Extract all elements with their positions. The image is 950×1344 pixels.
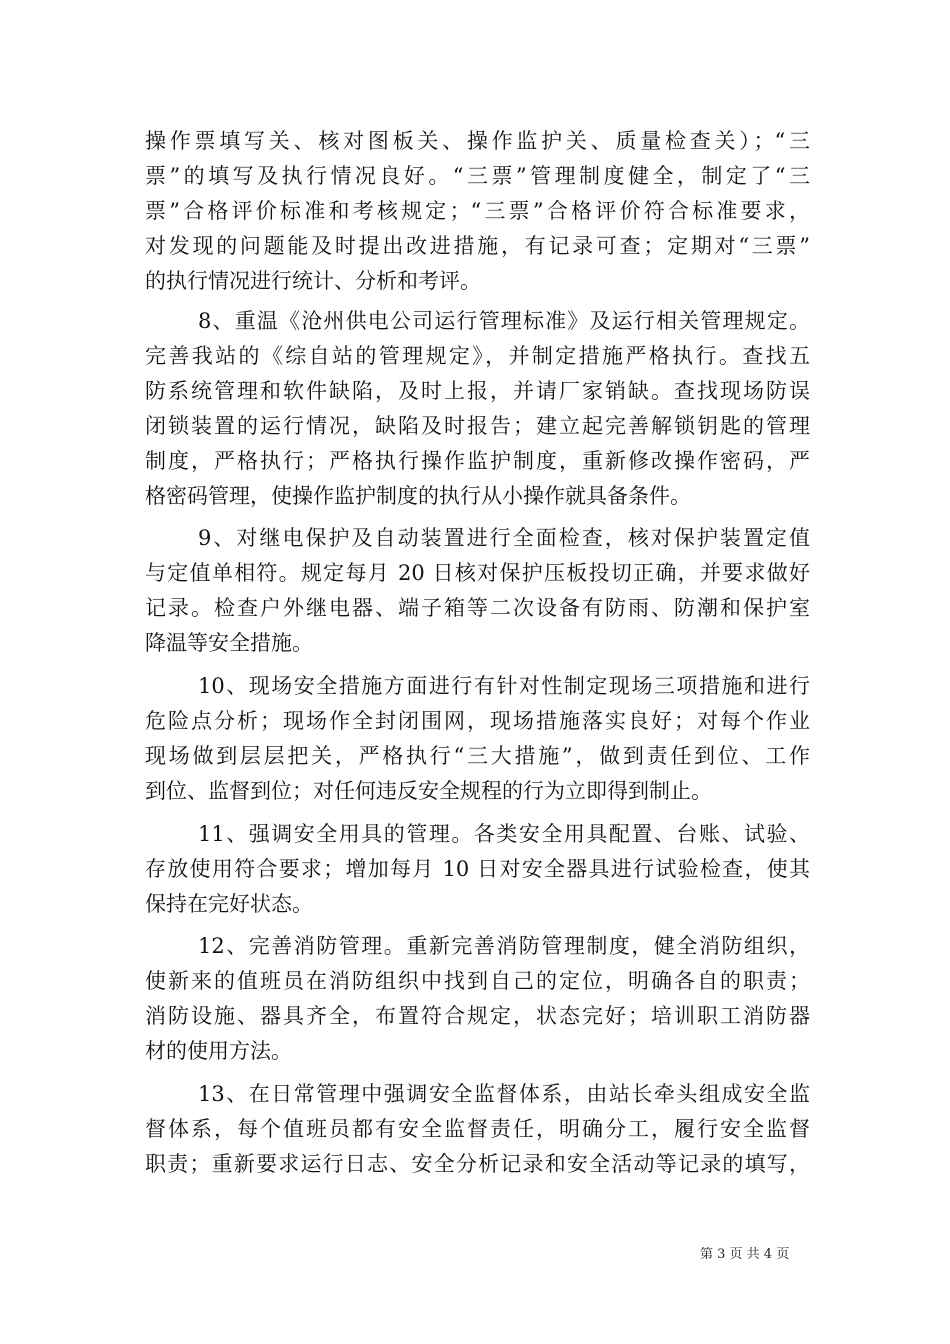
paragraph-11-first-line: 11、强调安全用具的管理。各类安全用具配置、台账、试验、 <box>198 822 810 846</box>
body-text-line: 的执行情况进行统计、分析和考评。 <box>145 269 481 293</box>
body-text-line: 现场做到层层把关，严格执行“三大措施”，做到责任到位、工作 <box>145 744 810 768</box>
body-text-line: 格密码管理，使操作监护制度的执行从小操作就具备条件。 <box>145 484 691 508</box>
body-text-line: 使新来的值班员在消防组织中找到自己的定位，明确各自的职责； <box>145 969 810 993</box>
body-text-line: 消防设施、器具齐全，布置符合规定，状态完好；培训职工消防器 <box>145 1004 810 1028</box>
body-text-line: 记录。检查户外继电器、端子箱等二次设备有防雨、防潮和保护室 <box>145 596 810 620</box>
body-text-line: 保持在完好状态。 <box>145 892 313 916</box>
body-text-line: 降温等安全措施。 <box>145 631 313 655</box>
body-text-line: 票”合格评价标准和考核规定；“三票”合格评价符合标准要求， <box>145 199 810 223</box>
paragraph-9-first-line: 9、对继电保护及自动装置进行全面检查，核对保护装置定值 <box>198 526 810 550</box>
paragraph-13-first-line: 13、在日常管理中强调安全监督体系，由站长牵头组成安全监 <box>198 1082 810 1106</box>
body-text-line: 完善我站的《综自站的管理规定》，并制定措施严格执行。查找五 <box>145 344 810 368</box>
paragraph-12-first-line: 12、完善消防管理。重新完善消防管理制度，健全消防组织， <box>198 934 810 958</box>
paragraph-10-first-line: 10、现场安全措施方面进行有针对性制定现场三项措施和进行 <box>198 674 810 698</box>
body-text-line: 危险点分析；现场作全封闭围网，现场措施落实良好；对每个作业 <box>145 709 810 733</box>
paragraph-8-first-line: 8、重温《沧州供电公司运行管理标准》及运行相关管理规定。 <box>198 309 810 333</box>
body-text-line: 存放使用符合要求；增加每月 10 日对安全器具进行试验检查，使其 <box>145 857 810 881</box>
body-text-line: 操作票填写关、核对图板关、操作监护关、质量检查关）；“三 <box>145 129 810 153</box>
body-text-line: 闭锁装置的运行情况，缺陷及时报告；建立起完善解锁钥匙的管理 <box>145 414 810 438</box>
body-text-line: 与定值单相符。规定每月 20 日核对保护压板投切正确，并要求做好 <box>145 561 810 585</box>
body-text-line: 材的使用方法。 <box>145 1039 292 1063</box>
page-number-footer: 第 3 页 共 4 页 <box>700 1247 790 1262</box>
body-text-line: 防系统管理和软件缺陷，及时上报，并请厂家销缺。查找现场防误 <box>145 379 810 403</box>
body-text-line: 对发现的问题能及时提出改进措施，有记录可查；定期对“三票” <box>145 234 810 258</box>
body-text-line: 督体系，每个值班员都有安全监督责任，明确分工，履行安全监督 <box>145 1117 810 1141</box>
body-text-line: 职责；重新要求运行日志、安全分析记录和安全活动等记录的填写， <box>145 1152 810 1176</box>
body-text-line: 到位、监督到位；对任何违反安全规程的行为立即得到制止。 <box>145 779 712 803</box>
body-text-line: 票”的填写及执行情况良好。“三票”管理制度健全，制定了“三 <box>145 164 810 188</box>
body-text-line: 制度，严格执行；严格执行操作监护制度，重新修改操作密码，严 <box>145 449 810 473</box>
